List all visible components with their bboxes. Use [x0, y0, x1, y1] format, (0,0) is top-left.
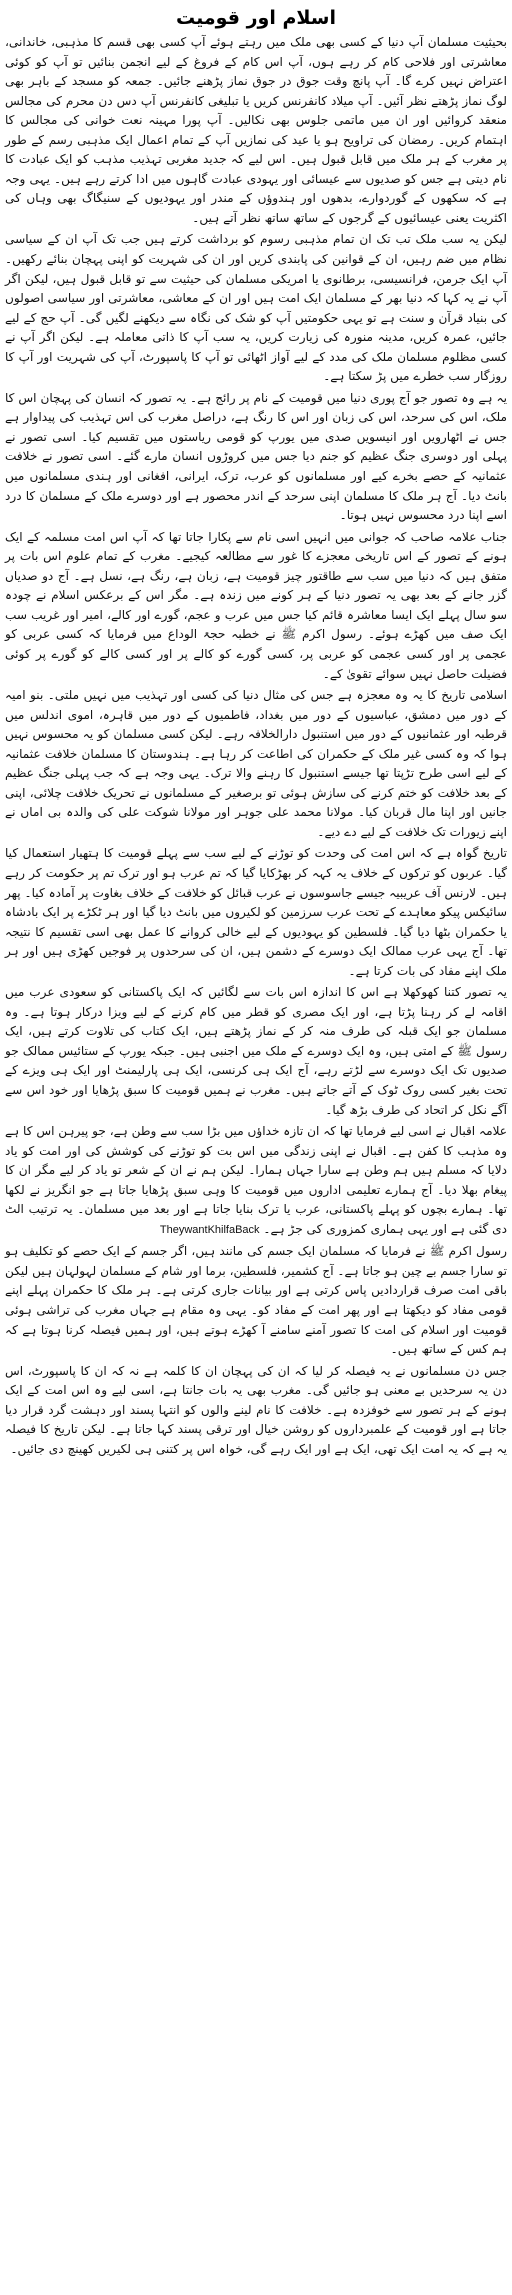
article-body: [5, 33, 507, 1459]
article-paragraph: یہ ہے وہ تصور جو آج پوری دنیا میں قومیت کے نام پر رائج ہے۔ یہ تصور کہ انسان کی پہچان اس کا ملک، اس کی سرحد، اس کی زبان اور اس کا رنگ ہے، دراصل مغرب کی اس تہذیب کی پیداوار ہے جس نے اٹھارویں اور انیسویں صدی میں یورپ کو قومی ریاستوں میں تقسیم کیا۔ اسی تصور نے پہلی اور دوسری جنگ عظیم کو جنم دیا جس میں کروڑوں انسان مارے گئے۔ اسی تصور نے خلافت عثمانیہ کے حصے بخرے کیے اور مسلمانوں کو عرب، ترک، ایرانی، افغانی اور ہندی مسلمانوں میں بانٹ دیا۔ آج ہر ملک کا مسلمان اپنی سرحد کے اندر محصور ہے اور دوسرے ملک کے مسلمان کا درد اسے اپنا درد محسوس نہیں ہوتا۔: [5, 390, 507, 523]
article-paragraph: لیکن یہ سب ملک تب تک ان تمام مذہبی رسوم کو برداشت کرتے ہیں جب تک آپ ان کے سیاسی نظام میں ضم رہیں، ان کے قوانین کی پابندی کریں اور ان کی شہریت کو اپنی پہچان بنائے رکھیں۔ آپ ایک جرمن، فرانسیسی، برطانوی یا امریکی مسلمان کی حیثیت سے تو قابل قبول ہیں، لیکن اگر آپ نے یہ کہا کہ دنیا بھر کے مسلمان ایک امت ہیں اور ان کے معاشی، معاشرتی اور سیاسی اصولوں کی بنیاد قرآن و سنت ہے تو یہی حکومتیں آپ کو شک کی نگاہ سے دیکھنے لگیں گی۔ آپ حج کے لیے جائیں، عمرہ کریں، مدینہ منورہ کی زیارت کریں، یہ سب آپ کا ذاتی معاملہ ہے۔ لیکن اگر آپ نے کسی مظلوم مسلمان ملک کی مدد کے لیے آواز اٹھائی تو آپ کا پاسپورٹ، آپ کی شہریت اور آپ کا روزگار سب خطرے میں پڑ سکتا ہے۔: [5, 232, 507, 384]
article-paragraph: جس دن مسلمانوں نے یہ فیصلہ کر لیا کہ ان کی پہچان ان کا کلمہ ہے نہ کہ ان کا پاسپورٹ، اس دن یہ سرحدیں بے معنی ہو جائیں گی۔ مغرب بھی یہ بات جانتا ہے، اسی لیے وہ اس امت کے ایک ہونے کے ہر تصور سے خوفزدہ ہے۔ خلافت کا نام لینے والوں کو انتہا پسند اور دہشت گرد قرار دیا جاتا ہے اور قومیت کے علمبرداروں کو روشن خیال اور ترقی پسند کہا جاتا ہے۔ لیکن تاریخ کا فیصلہ یہ ہے کہ یہ امت ایک تھی، ایک ہے اور ایک رہے گی، خواہ اس پر کتنی ہی لکیریں کھینچ دی جائیں۔: [5, 1363, 507, 1456]
article-paragraph: جناب علامہ صاحب کہ جوانی میں انہیں اسی نام سے پکارا جاتا تھا کہ آپ اس امت مسلمہ کے ایک ہونے کے تصور کے اس تاریخی معجزے کا غور سے مطالعہ کیجیے۔ مغرب کے تمام علوم اس بات پر متفق ہیں کہ دنیا میں سب سے طاقتور چیز قومیت ہے، زبان ہے، رنگ ہے، نسل ہے۔ آج دو صدیاں گزر جانے کے بعد بھی یہ تصور دنیا کے ہر کونے میں زندہ ہے۔ مگر اس کے برعکس اسلام نے چودہ سو سال پہلے ایک ایسا معاشرہ قائم کیا جس میں عرب و عجم، گورے اور کالے، امیر اور غریب سب ایک صف میں کھڑے ہوئے۔ رسول اکرم ﷺ نے خطبہ حجۃ الوداع میں فرمایا کہ کسی عربی کو عجمی پر اور کسی عجمی کو عربی پر، کسی گورے کو کالے پر اور کسی کالے کو گورے پر کوئی فضیلت حاصل نہیں سوائے تقویٰ کے۔: [5, 529, 507, 681]
hashtag-text: TheywantKhilfaBack: [159, 1223, 260, 1236]
paragraph-text: علامہ اقبال نے اسی لیے فرمایا تھا کہ ان تازہ خداؤں میں بڑا سب سے وطن ہے، جو پیرہن اس کا ہے وہ مذہب کا کفن ہے۔ اقبال نے اپنی زندگی میں اس بت کو توڑنے کی کوشش کی اور امت کو یاد دلایا کہ مسلم ہیں ہم وطن ہے سارا جہاں ہمارا۔ لیکن ہم نے ان کے شعر تو یاد کر لیے مگر ان کا پیغام بھلا دیا۔ آج ہمارے تعلیمی اداروں میں قومیت کا وہی سبق پڑھایا جاتا ہے جو انگریز نے لکھا تھا۔ ہمارے بچوں کو پہلے پاکستانی، عرب یا ترک بنایا جاتا ہے اور بعد میں مسلمان۔ یہ ترتیب الٹ دی گئی ہے اور یہی ہماری کمزوری کی جڑ ہے۔: [5, 1124, 507, 1236]
article-paragraph: بحیثیت مسلمان آپ دنیا کے کسی بھی ملک میں رہتے ہوئے آپ کسی بھی قسم کا مذہبی، خاندانی، معاشرتی اور فلاحی کام کر رہے ہوں، آپ اس کام کے فروغ کے لیے انجمن بنائیں تو آپ کو کوئی اعتراض نہیں کرے گا۔ آپ پانچ وقت جوق در جوق نماز پڑھنے جائیں۔ جمعہ کو مسجد کے باہر بھی لوگ نماز پڑھتے نظر آئیں۔ آپ میلاد کانفرنس کریں یا تبلیغی کانفرنس آپ دس دن محرم کی مجالس منعقد کروائیں اور ان میں ماتمی جلوس بھی نکالیں۔ آپ پورا مہینہ نعت خوانی کی مجالس کا اہتمام کریں۔ رمضان کی تراویح ہو یا عید کی نمازیں آپ کے تمام اعمال ایک مذہبی رسم کے طور پر مغرب کے ہر ملک میں قابل قبول ہیں۔ اس لیے کہ جدید مغربی تہذیب مذہب کو ایک عبادت کا نام دیتی ہے جس کو صدیوں سے عیسائی اور یہودی عبادت گاہوں میں ادا کرتے رہے ہیں۔ یہی وجہ ہے کہ سکھوں کے گوردوارے، بدھوں اور ہندوؤں کے مندر اور یہودیوں کے سنیگاگ بھی وہاں کی اکثریت یعنی عیسائیوں کے گرجوں کے ساتھ ساتھ نظر آتے ہیں۔: [5, 35, 507, 225]
article-title: اسلام اور قومیت: [175, 7, 337, 29]
article-paragraph: تاریخ گواہ ہے کہ اس امت کی وحدت کو توڑنے کے لیے سب سے پہلے قومیت کا ہتھیار استعمال کیا گیا۔ عربوں کو ترکوں کے خلاف یہ کہہ کر بھڑکایا گیا کہ تم عرب ہو اور ترک تم پر حکومت کر رہے ہیں۔ لارنس آف عریبیہ جیسے جاسوسوں نے عرب قبائل کو خلافت کے خلاف بغاوت پر آمادہ کیا۔ پھر سائیکس پیکو معاہدے کے تحت عرب سرزمین کو لکیروں میں بانٹ دیا گیا اور ہر ٹکڑے پر ایک بادشاہ یا حکمران بٹھا دیا گیا۔ فلسطین کو یہودیوں کے لیے خالی کروانے کا عمل بھی اسی تقسیم کا نتیجہ تھا۔ آج یہی عرب ممالک ایک دوسرے کے دشمن ہیں، ان کی سرحدوں پر فوجیں کھڑی ہیں اور ہر ملک اپنے مفاد کی بات کرتا ہے۔: [5, 846, 507, 978]
article-paragraph: یہ تصور کتنا کھوکھلا ہے اس کا اندازہ اس بات سے لگائیں کہ ایک پاکستانی کو سعودی عرب میں اقامہ لے کر رہنا پڑتا ہے، اور ایک مصری کو قطر میں کام کرنے کے لیے ویزا درکار ہوتا ہے۔ وہ مسلمان جو ایک قبلہ کی طرف منہ کر کے نماز پڑھتے ہیں، ایک کتاب کی تلاوت کرتے ہیں، ایک رسول ﷺ کے امتی ہیں، وہ ایک دوسرے کے ملک میں اجنبی ہیں۔ جبکہ یورپ کے ستائیس ممالک جو صدیوں تک ایک دوسرے سے لڑتے رہے، آج ایک ہی کرنسی، ایک ہی پارلیمنٹ اور ایک ہی ویزے کے تحت بغیر کسی روک ٹوک کے آتے جاتے ہیں۔ مغرب نے ہمیں قومیت کا سبق پڑھایا اور خود اس سے آگے نکل کر اتحاد کی طرف بڑھ گیا۔: [5, 985, 507, 1117]
article-paragraph: [5, 1122, 507, 1240]
article-paragraph: اسلامی تاریخ کا یہ وہ معجزہ ہے جس کی مثال دنیا کی کسی اور تہذیب میں نہیں ملتی۔ بنو امیہ کے دور میں دمشق، عباسیوں کے دور میں بغداد، فاطمیوں کے دور میں قاہرہ، اموی اندلس میں قرطبہ اور عثمانیوں کے دور میں استنبول دارالخلافہ رہے۔ لیکن کسی مسلمان کو یہ محسوس نہیں ہوا کہ وہ کسی غیر ملک کے حکمران کی اطاعت کر رہا ہے۔ ہندوستان کا مسلمان خلافت عثمانیہ کے لیے اسی طرح تڑپتا تھا جیسے استنبول کا رہنے والا ترک۔ یہی وجہ ہے کہ جب پہلی جنگ عظیم کے بعد خلافت کو ختم کرنے کی سازش ہوئی تو برصغیر کے مسلمانوں نے تحریک خلافت چلائی، اپنی جانیں اور اپنا مال قربان کیا۔ مولانا محمد علی جوہر اور مولانا شوکت علی کی والدہ بی اماں نے اپنے زیورات تک خلافت کے لیے دے دیے۔: [5, 688, 507, 839]
article-paragraph: رسول اکرم ﷺ نے فرمایا کہ مسلمان ایک جسم کی مانند ہیں، اگر جسم کے ایک حصے کو تکلیف ہو تو سارا جسم بے چین ہو جاتا ہے۔ آج کشمیر، فلسطین، برما اور شام کے مسلمان لہولہان ہیں لیکن باقی امت صرف قراردادیں پاس کرتی ہے اور بیانات جاری کرتی ہے۔ ہر ملک کا حکمران پہلے اپنے قومی مفاد کو دیکھتا ہے اور پھر امت کے مفاد کو۔ یہی وہ مقام ہے جہاں مغرب کی تراشی ہوئی قومیت اور اسلام کی امت کا تصور آمنے سامنے آ کھڑے ہوتے ہیں، اور ہمیں فیصلہ کرنا ہوتا ہے کہ ہم کس کے ساتھ ہیں۔: [5, 1244, 507, 1357]
